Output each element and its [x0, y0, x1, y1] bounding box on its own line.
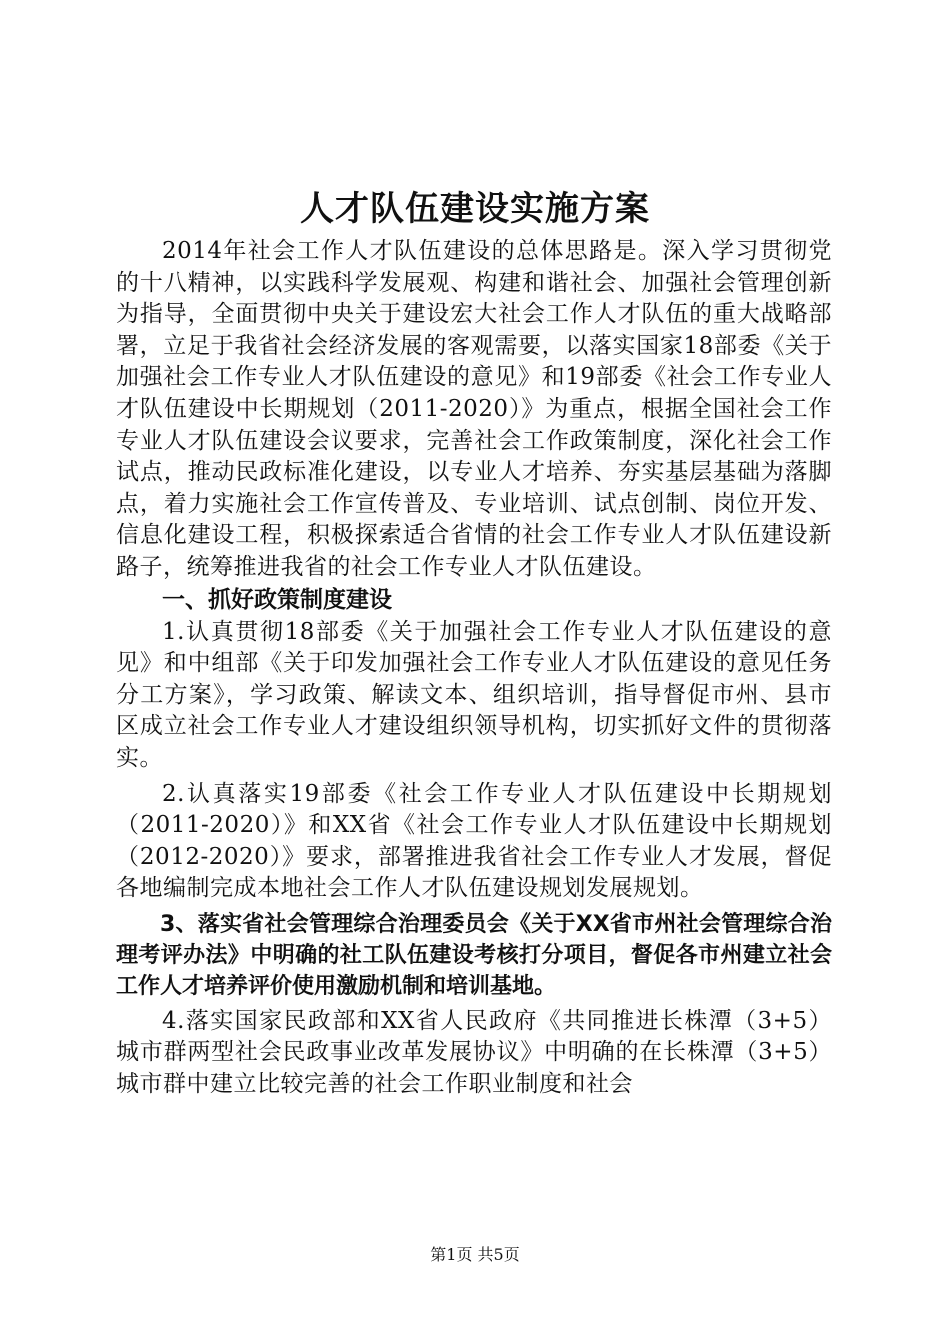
intro-paragraph: 2014年社会工作人才队伍建设的总体思路是。深入学习贯彻党的十八精神，以实践科学发展观、构建和谐社会、加强社会管理创新为指导，全面贯彻中央关于建设宏大社会工作人才队伍的重大战略部署，立足于我省社会经济发展的客观需要，以落实国家18部委《关于加强社会工作专业人才队伍建设的意见》和19部委《社会工作专业人才队伍建设中长期规划（2011-2020）》为重点，根据全国社会工作专业人才队伍建设会议要求，完善社会工作政策制度，深化社会工作试点，推动民政标准化建设，以专业人才培养、夯实基层基础为落脚点，着力实施社会工作宣传普及、专业培训、试点创制、岗位开发、信息化建设工程，积极探索适合省情的社会工作专业人才队伍建设新路子，统筹推进我省的社会工作专业人才队伍建设。	[116, 238, 832, 580]
list-item-1: 1.认真贯彻18部委《关于加强社会工作专业人才队伍建设的意见》和中组部《关于印发加强社会工作专业人才队伍建设的意见任务分工方案》，学习政策、解读文本、组织培训，指导督促市州、县市区成立社会工作专业人才建设组织领导机构，切实抓好文件的贯彻落实。	[116, 618, 832, 771]
section-heading-1: 一、抓好政策制度建设	[162, 586, 392, 613]
list-item-3: 3、落实省社会管理综合治理委员会《关于XX省市州社会管理综合治理考评办法》中明确的社工队伍建设考核打分项目，督促各市州建立社会工作人才培养评价使用激励机制和培训基地。	[116, 911, 832, 999]
list-item-4: 4.落实国家民政部和XX省人民政府《共同推进长株潭（3+5）城市群两型社会民政事业改革发展协议》中明确的在长株潭（3+5）城市群中建立比较完善的社会工作职业制度和社会	[116, 1007, 832, 1098]
document-body	[116, 236, 832, 1101]
page-footer: 第1页 共5页	[430, 1245, 520, 1264]
document-title: 人才队伍建设实施方案	[300, 189, 650, 229]
list-item-2: 2.认真落实19部委《社会工作专业人才队伍建设中长期规划（2011-2020）》和XX省《社会工作专业人才队伍建设中长期规划（2012-2020）》要求，部署推进我省社会工作专业人才发展，督促各地编制完成本地社会工作人才队伍建设规划发展规划。	[116, 780, 832, 902]
